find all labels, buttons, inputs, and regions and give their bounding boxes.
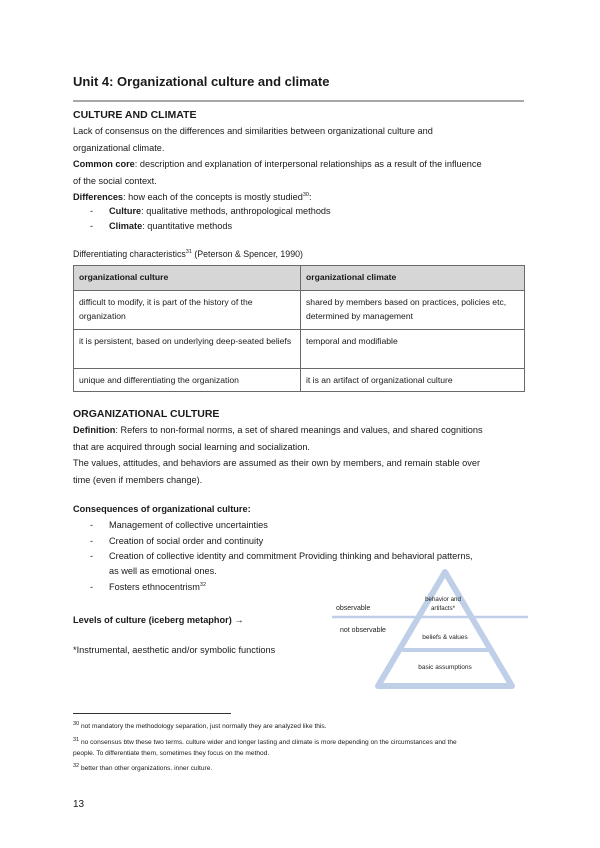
- iceberg-pyramid-diagram: [330, 568, 530, 690]
- title-divider: [73, 100, 524, 102]
- intro-line-2: organizational climate.: [73, 142, 165, 153]
- common-core-line-2: of the social context.: [73, 175, 157, 186]
- table-row: [74, 330, 525, 369]
- definition-line-1: [73, 422, 533, 439]
- differences-text: : how each of the concepts is mostly studied: [123, 192, 303, 202]
- bullet-climate-text: : quantitative methods: [142, 221, 233, 231]
- footnote-30: [73, 721, 528, 732]
- footnote-32: [73, 763, 528, 774]
- bullet-culture-text: : qualitative methods, anthropological methods: [141, 206, 331, 216]
- table-row: [74, 369, 525, 392]
- table-cell: temporal and modifiable: [301, 330, 525, 369]
- page-title: Unit 4: Organizational culture and climate: [73, 74, 330, 89]
- behavior-label-line-1: behavior and: [425, 596, 461, 603]
- consequence-continuation: as well as emotional ones.: [109, 566, 217, 576]
- table-header-culture: organizational culture: [74, 266, 301, 291]
- consequence-text: Management of collective uncertainties: [109, 520, 268, 530]
- table-cell: it is an artifact of organizational culture: [301, 369, 525, 392]
- table-row: [74, 291, 525, 330]
- footnote-ref-30: 30: [302, 191, 309, 198]
- footnote-separator: [73, 713, 231, 714]
- levels-of-culture-label: Levels of culture (iceberg metaphor) →: [73, 615, 244, 625]
- common-core-label: Common core: [73, 159, 135, 169]
- observable-label: observable: [336, 605, 371, 612]
- footnote-31: [73, 737, 528, 759]
- functions-note: *Instrumental, aesthetic and/or symbolic functions: [73, 645, 276, 655]
- common-core-line-1: [73, 156, 533, 173]
- differences-label: Differences: [73, 192, 124, 202]
- definition-label: Definition: [73, 425, 116, 435]
- footnote-text: better than other organizations. inner culture.: [80, 765, 213, 772]
- table-caption-source: (Peterson & Spencer, 1990): [191, 249, 303, 259]
- definition-paragraph: [73, 422, 533, 488]
- not-observable-label: not observable: [340, 627, 386, 634]
- consequence-text: Creation of collective identity and commitment Providing thinking and behavioral patterns,: [109, 551, 473, 561]
- differentiating-table: [73, 265, 525, 392]
- table-cell: shared by members based on practices, policies etc, determined by management: [301, 291, 525, 330]
- basic-assumptions-label: basic assumptions: [418, 664, 472, 671]
- table-header-climate: organizational climate: [301, 266, 525, 291]
- differences-colon: :: [308, 192, 312, 202]
- footnote-ref-32: 32: [199, 581, 207, 588]
- footnote-number: 31: [73, 736, 80, 743]
- page-number: 13: [73, 799, 85, 810]
- section-heading-culture-climate: CULTURE AND CLIMATE: [73, 109, 197, 121]
- table-cell: it is persistent, based on underlying deep-seated beliefs: [74, 330, 301, 369]
- definition-line-2: that are acquired through social learning and socialization.: [73, 441, 310, 452]
- intro-line-1: Lack of consensus on the differences and similarities between organizational culture and: [73, 126, 433, 136]
- consequence-text: Fosters ethnocentrism: [109, 582, 200, 592]
- behavior-label-line-2: artifacts*: [430, 605, 456, 612]
- consequences-heading: Consequences of organizational culture:: [73, 504, 251, 514]
- bullet-culture-label: Culture: [109, 206, 142, 216]
- footnote-text-continued: people. To differentiate them, sometimes they focus on the method.: [73, 750, 270, 757]
- definition-text: : Refers to non-formal norms, a set of shared meanings and values, and shared cognitions: [115, 425, 483, 435]
- table-cell: unique and differentiating the organization: [74, 369, 301, 392]
- common-core-text: : description and explanation of interpersonal relationships as a result of the influence: [134, 159, 482, 169]
- values-line-2: time (even if members change).: [73, 474, 203, 485]
- footnote-text: not mandatory the methodology separation, just normally they are analyzed like this.: [80, 723, 327, 730]
- footnote-number: 30: [73, 720, 80, 727]
- table-cell: difficult to modify, it is part of the history of the organization: [74, 291, 301, 330]
- table-caption: [73, 249, 303, 259]
- footnote-number: 32: [73, 762, 80, 769]
- intro-paragraph: [73, 123, 533, 206]
- consequence-text: Creation of social order and continuity: [109, 536, 264, 546]
- table-caption-text: Differentiating characteristics: [73, 249, 186, 259]
- footnote-text: no consensus btw these two terms. culture wider and longer lasting and climate is more depending on the circumstances and the: [80, 739, 457, 746]
- beliefs-values-label: beliefs & values: [422, 634, 468, 641]
- table-header-row: [74, 266, 525, 291]
- section-heading-organizational-culture: ORGANIZATIONAL CULTURE: [73, 408, 220, 420]
- values-line-1: The values, attitudes, and behaviors are assumed as their own by members, and remain stable over: [73, 458, 481, 468]
- bullet-climate-label: Climate: [109, 221, 143, 231]
- document-page: Unit 4: Organizational culture and climate CULTURE AND CLIMATE Lack of consensus on the differences and similarities between organizational culture and organizational climate. Common core: description and explanation of interpersonal relationships as a result of the influence of the social context. Differences: how each of the concepts is mostly studied$^{30}$: - Culture: qualitative methods, anthropological methods - Climate: quantitative methods Differentiating characteristics$^{31}$ (Peterson & Spencer, 1990) organizational culture organizational climate difficult to modify, it is part of the history of the organization shared by members based on practices, policies etc, determined by management it is persistent, based on underlying deep-seated beliefs temporal and modifiable unique and differentiating the organization it is an artifact of organizational culture ORGANIZATIONAL CULTURE Definition: Refers to non-formal norms, a set of shared meanings and values, and shared cognitions that are acquired through social learning and socialization. The values, attitudes, and behaviors are assumed as their own by members, and remain stable over time (even if members change). Consequences of organizational culture: - Management of collective uncertainties - Creation of social order and continuity - Creation of collective identity and commitment Providing thinking and behavioral patterns, as well as emotional ones. - Fosters ethnocentrism$^{32}$ Levels of culture (iceberg metaphor) → *Instrumental, aesthetic and/or symbolic functions observable not observable behavior and artifacts* beliefs & values basic assumptions $^{30}$ not mandatory the methodology separation, just normally they are analyzed like this. $^{31}$ no consensus btw these two terms. culture wider and longer lasting and climate is more depending on the circumstances and the people. To differentiate them, sometimes they focus on the method. $^{32}$ better than other organizations. inner culture. 13: [0, 0, 600, 848]
- footnote-ref-31: 31: [185, 249, 192, 256]
